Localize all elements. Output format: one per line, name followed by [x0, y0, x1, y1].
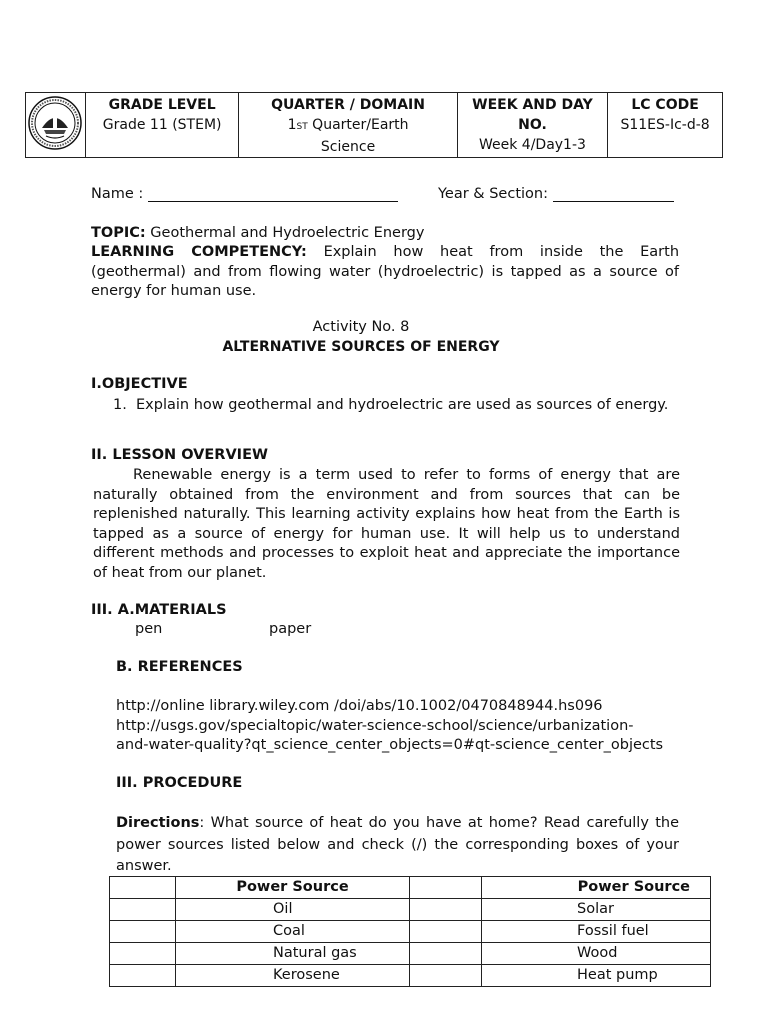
procedure-directions: [116, 813, 679, 878]
overview-heading: II. LESSON OVERVIEW: [91, 447, 268, 463]
check-box-solar[interactable]: [410, 899, 482, 921]
quarter-domain-rest: Quarter/Earth: [307, 117, 409, 133]
header-table: [25, 92, 723, 158]
power-source-wood: Wood: [482, 943, 711, 965]
topic-label: TOPIC:: [91, 225, 146, 241]
activity-number: Activity No. 8: [312, 319, 410, 335]
table-header-row: [110, 877, 711, 899]
power-source-fossil-fuel: Fossil fuel: [482, 921, 711, 943]
procedure-heading: III. PROCEDURE: [116, 775, 243, 791]
table-row: [110, 921, 711, 943]
competency-text: Explain how heat from inside the Earth (geothermal) and from flowing water (hydroelectric) is tapped as a source of energy for human use.: [91, 244, 680, 299]
power-source-header-right: Power Source: [482, 877, 711, 899]
objective-heading: I.OBJECTIVE: [91, 376, 188, 392]
objective-item: Explain how geothermal and hydroelectric are used as sources of energy.: [136, 397, 669, 413]
week-day-heading: WEEK AND DAY NO.: [472, 97, 593, 133]
table-row: [110, 943, 711, 965]
quarter-domain-line-1: [241, 115, 454, 137]
section-row: [438, 186, 674, 202]
grade-level-value: Grade 11 (STEM): [102, 117, 222, 133]
power-source-header-left: Power Source: [176, 877, 410, 899]
objective-number: 1.: [113, 397, 127, 413]
power-source-oil: Oil: [176, 899, 410, 921]
materials-heading: III. A.MATERIALS: [91, 602, 227, 618]
check-box-oil[interactable]: [110, 899, 176, 921]
table-row: [110, 899, 711, 921]
quarter-ordinal-suffix: ST: [296, 122, 308, 132]
check-box-fossil-fuel[interactable]: [410, 921, 482, 943]
material-paper: paper: [269, 621, 312, 637]
activity-title: ALTERNATIVE SOURCES OF ENERGY: [222, 339, 500, 355]
directions-label: Directions: [116, 815, 200, 831]
competency-label: LEARNING COMPETENCY:: [91, 244, 307, 260]
power-source-table: [109, 876, 711, 987]
power-source-solar: Solar: [482, 899, 711, 921]
grade-level-heading: GRADE LEVEL: [108, 97, 216, 113]
power-source-coal: Coal: [176, 921, 410, 943]
check-box-kerosene[interactable]: [110, 965, 176, 987]
quarter-domain-heading: QUARTER / DOMAIN: [271, 97, 425, 113]
check-box-natural-gas[interactable]: [110, 943, 176, 965]
quarter-domain-cell: [239, 93, 457, 158]
checkbox-header-left: [110, 877, 176, 899]
power-source-kerosene: Kerosene: [176, 965, 410, 987]
references-heading: B. REFERENCES: [116, 659, 243, 675]
material-pen: pen: [135, 621, 163, 637]
lc-code-value: S11ES-Ic-d-8: [620, 117, 710, 133]
power-source-heat-pump: Heat pump: [482, 965, 711, 987]
checkbox-header-right: [410, 877, 482, 899]
week-day-cell: [457, 93, 607, 158]
topic-text: Geothermal and Hydroelectric Energy: [145, 225, 425, 241]
deped-seal-cell: [26, 93, 86, 158]
section-field[interactable]: [553, 187, 674, 202]
section-label: Year & Section:: [438, 186, 548, 202]
check-box-coal[interactable]: [110, 921, 176, 943]
directions-text: : What source of heat do you have at home? Read carefully the power sources listed below and check (/) the corresponding boxes of your answer.: [116, 815, 679, 874]
deped-seal-icon: [28, 96, 82, 150]
learning-competency: [91, 243, 679, 302]
topic: [91, 224, 679, 244]
name-field[interactable]: [148, 187, 398, 202]
name-label: Name :: [91, 186, 144, 202]
quarter-number: 1: [287, 117, 297, 133]
table-row: [110, 965, 711, 987]
lc-code-cell: [608, 93, 723, 158]
reference-link-2[interactable]: http://usgs.gov/specialtopic/water-science-school/science/urbanization-: [116, 717, 634, 734]
overview-text: Renewable energy is a term used to refer to forms of energy that are naturally obtained from the environment and from sources that can be replenished naturally. This learning activity explains how heat from the Earth is tapped as a source of energy for human use. It will help us to understand different methods and processes to exploit heat and appreciate the importance of heat from our planet.: [93, 467, 680, 581]
power-source-natural-gas: Natural gas: [176, 943, 410, 965]
lc-code-heading: LC CODE: [631, 97, 699, 113]
reference-link-2-continued[interactable]: and-water-quality?qt_science_center_objects=0#qt-science_center_objects: [116, 737, 664, 753]
quarter-domain-line-2: Science: [320, 139, 376, 155]
check-box-wood[interactable]: [410, 943, 482, 965]
name-row: [91, 186, 398, 202]
references-list: [116, 697, 663, 756]
grade-level-cell: [85, 93, 238, 158]
week-day-value: Week 4/Day1-3: [478, 137, 586, 153]
reference-link-1[interactable]: http://online library.wiley.com /doi/abs/10.1002/0470848944.hs096: [116, 698, 603, 714]
check-box-heat-pump[interactable]: [410, 965, 482, 987]
